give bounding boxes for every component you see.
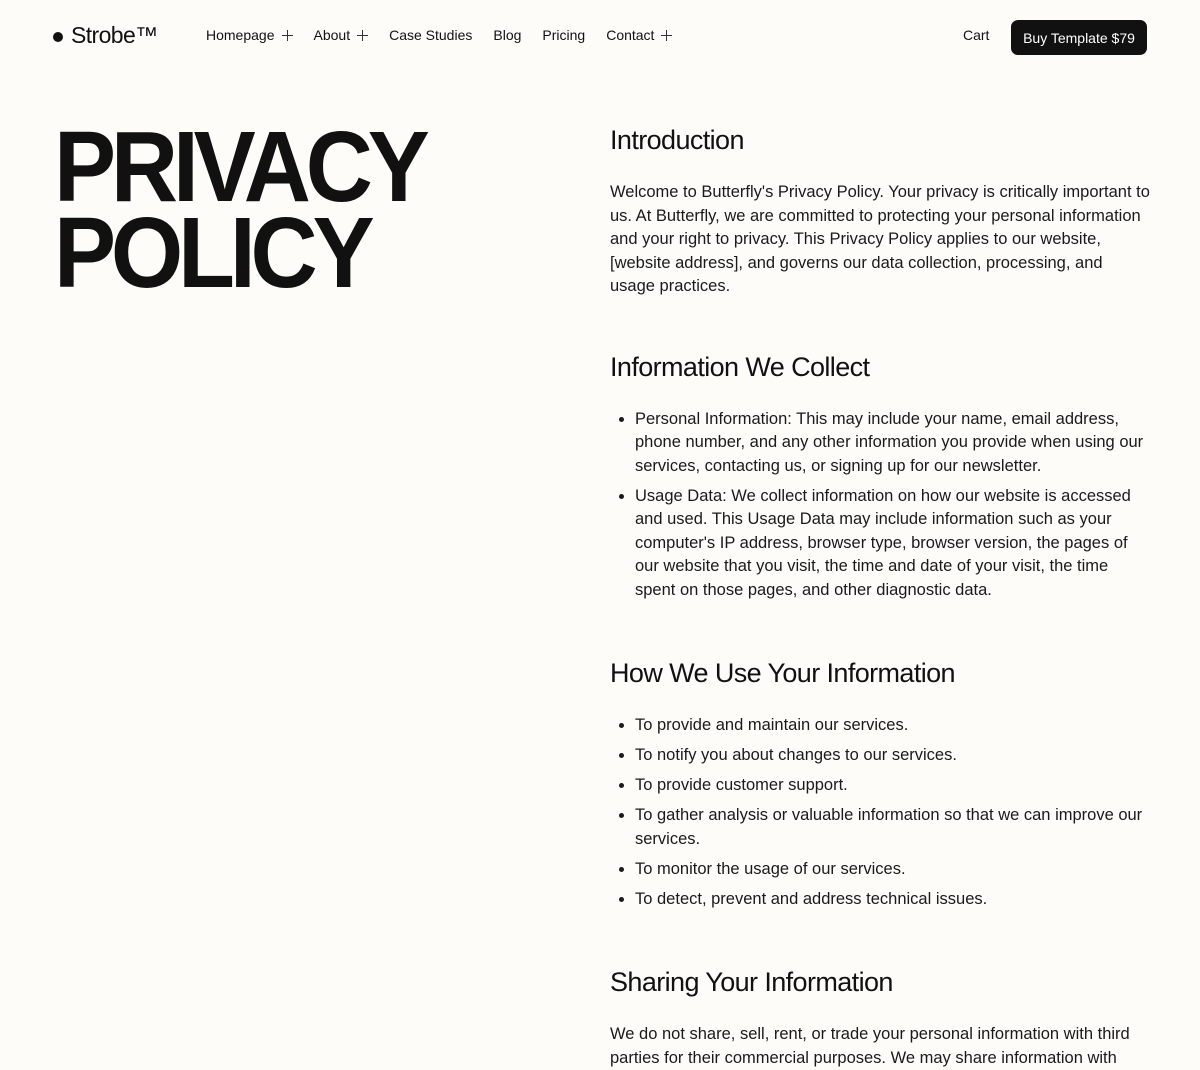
list-item: • To notify you about changes to our services. <box>635 744 1150 768</box>
page-title <box>54 111 425 309</box>
list-item: • Usage Data: We collect information on how our website is accessed and used. This Usage Data may include information such as your computer's IP address, browser type, browser version, the pages of our website that you visit, the time and date of your visit, the time spent on those pages, and other diagnostic data. <box>635 485 1150 603</box>
section-title: Information We Collect <box>610 351 870 382</box>
nav-item-contact[interactable] <box>606 27 672 43</box>
logo[interactable] <box>53 22 158 49</box>
nav-item-label: Pricing <box>542 27 586 43</box>
logo-text: Strobe™ <box>71 22 158 48</box>
section-title: Introduction <box>610 125 744 155</box>
buy-template-button[interactable]: Buy Template $79 <box>1011 20 1147 55</box>
section-information-we-collect <box>610 349 1150 603</box>
section-paragraph: We do not share, sell, rent, or trade your personal information with third parties for their commercial purposes. We may share information with <box>610 1025 1130 1067</box>
list-item: • To provide and maintain our services. <box>635 714 1150 738</box>
plus-icon <box>661 30 672 41</box>
section-title: Sharing Your Information <box>610 967 893 997</box>
nav-item-label: Contact <box>606 27 655 43</box>
bullet-list <box>610 408 1150 603</box>
nav-item-label: Homepage <box>206 27 275 43</box>
section-how-we-use <box>610 655 1150 911</box>
page-title-line-1: PRIVACY <box>54 111 425 223</box>
site-header <box>0 0 1200 74</box>
section-introduction <box>610 122 1150 299</box>
logo-dot-icon <box>53 32 63 42</box>
nav-item-case-studies[interactable] <box>389 27 472 43</box>
list-item: • To gather analysis or valuable information so that we can improve our services. <box>635 804 1150 851</box>
list-item: • To monitor the usage of our services. <box>635 858 1150 882</box>
list-item: • To provide customer support. <box>635 774 1150 798</box>
nav-item-about[interactable] <box>314 27 369 43</box>
section-title: How We Use Your Information <box>610 658 955 688</box>
page-title-line-2: POLICY <box>54 197 370 309</box>
policy-content <box>610 122 1150 1070</box>
plus-icon <box>357 30 368 41</box>
bullet-list <box>610 714 1150 911</box>
section-sharing <box>610 964 1150 1070</box>
list-item: • Personal Information: This may include your name, email address, phone number, and any other information you provide when using our services, contacting us, or signing up for our newsletter. <box>635 408 1150 479</box>
cart-link[interactable]: Cart <box>963 27 990 43</box>
main-nav <box>206 27 693 43</box>
plus-icon <box>282 30 293 41</box>
nav-item-label: Blog <box>493 27 522 43</box>
nav-item-label: Case Studies <box>389 27 473 43</box>
nav-item-pricing[interactable] <box>542 27 585 43</box>
nav-item-homepage[interactable] <box>206 27 293 43</box>
list-item: • To detect, prevent and address technical issues. <box>635 888 1150 912</box>
nav-item-label: About <box>313 27 351 43</box>
nav-item-blog[interactable] <box>493 27 521 43</box>
section-paragraph: Welcome to Butterfly's Privacy Policy. Your privacy is critically important to us. At Butterfly, we are committed to protecting your personal information and your right to privacy. This Privacy Policy applies to our website, [website address], and governs our data collection, processing, and usage practices. <box>610 183 1150 295</box>
